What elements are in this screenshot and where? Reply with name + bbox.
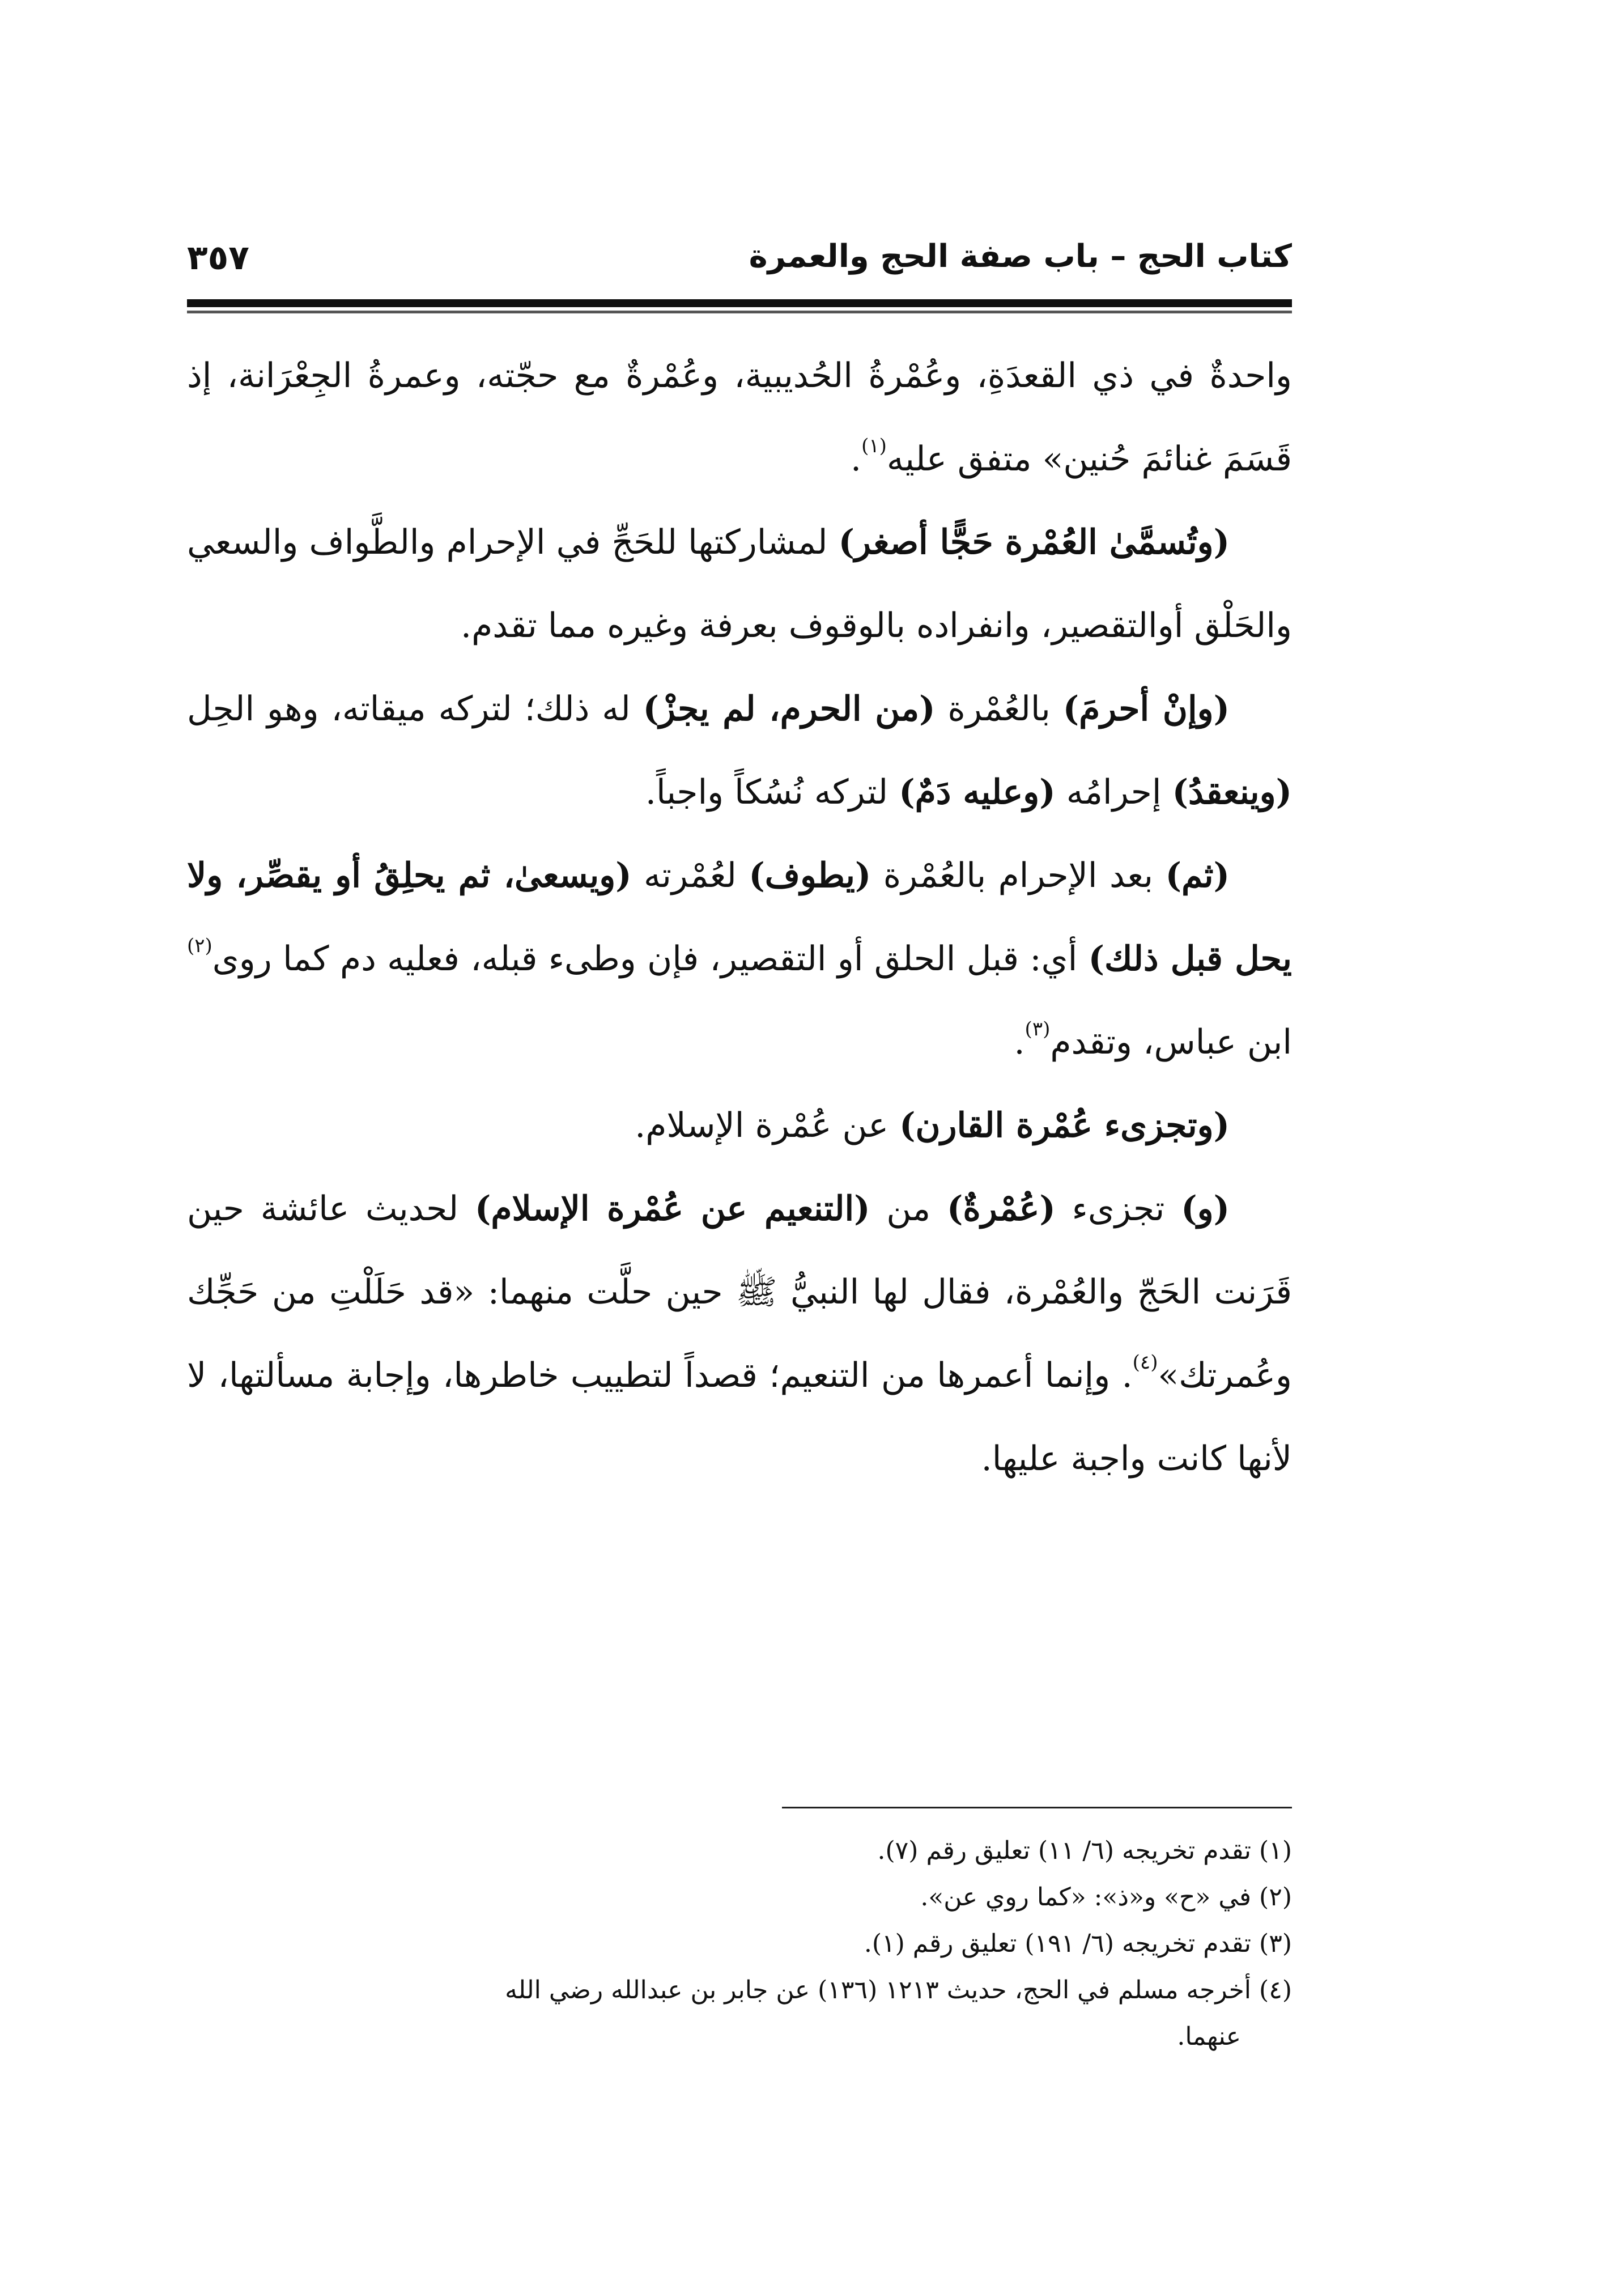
footnote-2: (٢) في «ح» و«ذ»: «كما روي عن». <box>920 1883 1292 1912</box>
footnote-ref-2: (٢) <box>187 935 212 957</box>
paragraph-3: (وإنْ أحرمَ) بالعُمْرة (من الحرم، لم يجزْ) له ذلك؛ لتركه ميقاته، وهو الحِل (وينعقدُ) إحرامُه (وعليه دَمٌ) لتركه نُسُكاً واجباً. <box>187 689 1292 812</box>
footnote-ref-4: (٤) <box>1132 1351 1158 1374</box>
footnote-1: (١) تقدم تخريجه (٦/ ١١) تعليق رقم (٧). <box>877 1836 1292 1865</box>
paragraph-1: واحدةٌ في ذي القعدَةِ، وعُمْرةُ الحُديبية، وعُمْرةٌ مع حجّته، وعمرةُ الجِعْرَانة، إذ قَسَمَ غنائمَ حُنين» متفق عليه$^{(١)}$. <box>187 356 1292 479</box>
main-text <box>187 334 1292 1501</box>
footnote-ref-1: (١) <box>861 435 887 457</box>
paragraph-2: (وتُسمَّىٰ العُمْرة حَجًّا أصغر) لمشاركتها للحَجِّ في الإحرام والطَّواف والسعي والحَلْق أوالتقصير، وانفراده بالوقوف بعرفة وغيره مما تقدم. <box>187 523 1292 646</box>
header-rule <box>187 299 1292 307</box>
footnote-4-continuation: عنهما. <box>1177 2022 1241 2051</box>
page-number: ٣٥٧ <box>187 238 249 278</box>
header-rule-thin <box>187 311 1292 313</box>
paragraph-6: (و) تجزىء (عُمْرةٌ) من (التنعيم عن عُمْرة الإسلام) لحديث عائشة حين قَرَنت الحَجّ والعُمْرة، فقال لها النبيُّ ﷺ حين حلَّت منهما: «قد حَلَلْتِ من حَجِّك وعُمرتك»$^{(٤)}$. وإنما أعمرها من التنعيم؛ قصداً لتطييب خاطرها، وإجابة مسألتها، لا لأنها كانت واجبة عليها. <box>187 1189 1292 1479</box>
page-header <box>187 238 1292 283</box>
footnote-3: (٣) تقدم تخريجه (٦/ ١٩١) تعليق رقم (١). <box>864 1929 1292 1958</box>
footnote-4: (٤) أخرجه مسلم في الحج، حديث ١٢١٣ (١٣٦) عن جابر بن عبدالله رضي الله <box>505 1976 1292 2005</box>
footnotes <box>187 1828 1292 2060</box>
paragraph-5: (وتجزىء عُمْرة القارن) عن عُمْرة الإسلام. <box>635 1106 1230 1145</box>
footnote-ref-3: (٣) <box>1024 1018 1051 1041</box>
footnote-separator <box>782 1807 1292 1808</box>
paragraph-4: (ثم) بعد الإحرام بالعُمْرة (يطوف) لعُمْرته (ويسعىٰ، ثم يحلِقُ أو يقصِّر، ولا يحل قبل ذلك) أي: قبل الحلق أو التقصير، فإن وطىء قبله، فعليه دم كما روى$^{(٢)}$ ابن عباس، وتقدم$^{(٣)}$. <box>187 856 1293 1062</box>
running-title: كتاب الحج – باب صفة الحج والعمرة <box>749 238 1292 275</box>
